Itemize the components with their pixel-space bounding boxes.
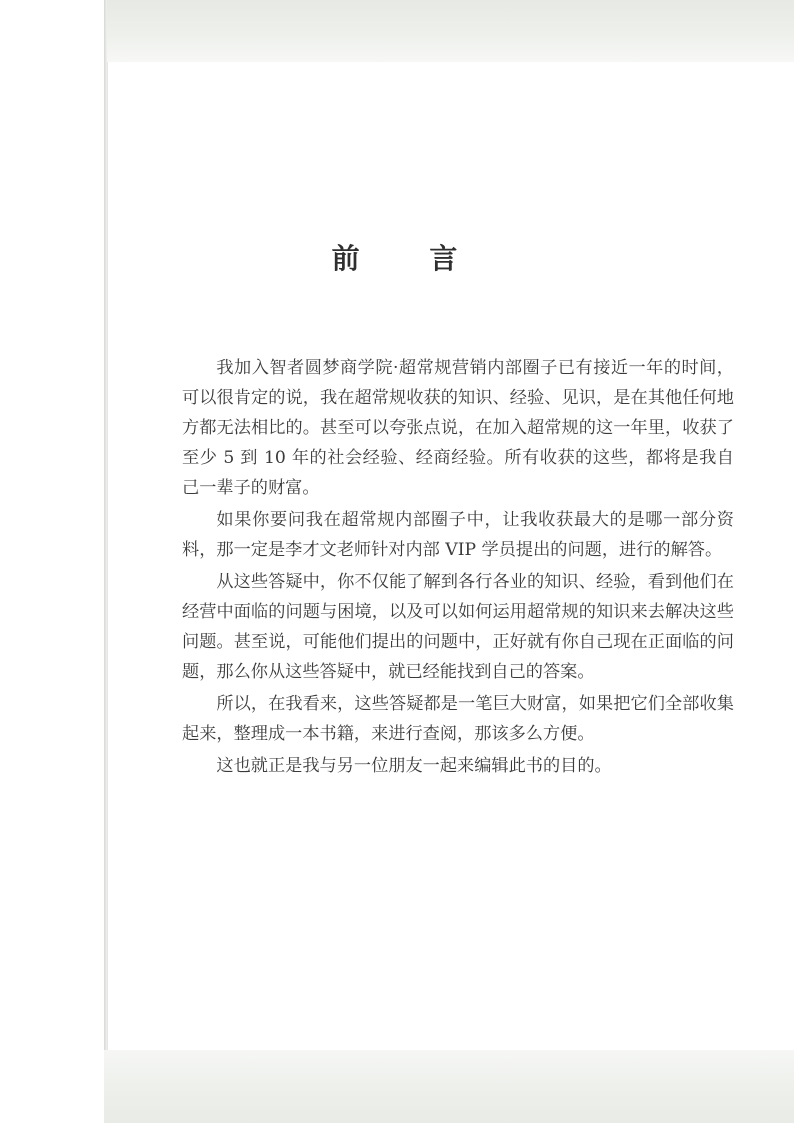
paragraph-2: 如果你要问我在超常规内部圈子中，让我收获最大的是哪一部分资料，那一定是李才文老师针对内部 VIP 学员提出的问题，进行的解答。 [182,510,734,560]
preface-title: 前 言 [331,242,488,275]
scan-top-shadow [104,0,794,62]
preface-body [182,353,734,783]
paragraph-1: 我加入智者圆梦商学院·超常规营销内部圈子已有接近一年的时间，可以很肯定的说，我在超常规收获的知识、经验、见识，是在其他任何地方都无法相比的。甚至可以夸张点说，在加入超常规的这一年里，收获了至少 5 到 10 年的社会经验、经商经验。所有收获的这些，都将是我自己一辈子的财富。 [182,358,734,498]
paragraph-5: 这也就正是我与另一位朋友一起来编辑此书的目的。 [216,756,612,776]
paragraph-3: 从这些答疑中，你不仅能了解到各行各业的知识、经验，看到他们在经营中面临的问题与困境，以及可以如何运用超常规的知识来去解决这些问题。甚至说，可能他们提出的问题中，正好就有你自己现在正面临的问题，那么你从这些答疑中，就已经能找到自己的答案。 [182,572,734,682]
scan-bottom-shadow [104,1050,794,1123]
page-edge-line [107,62,108,1052]
paragraph-4: 所以，在我看来，这些答疑都是一笔巨大财富，如果把它们全部收集起来，整理成一本书籍，来进行查阅，那该多么方便。 [182,694,734,744]
